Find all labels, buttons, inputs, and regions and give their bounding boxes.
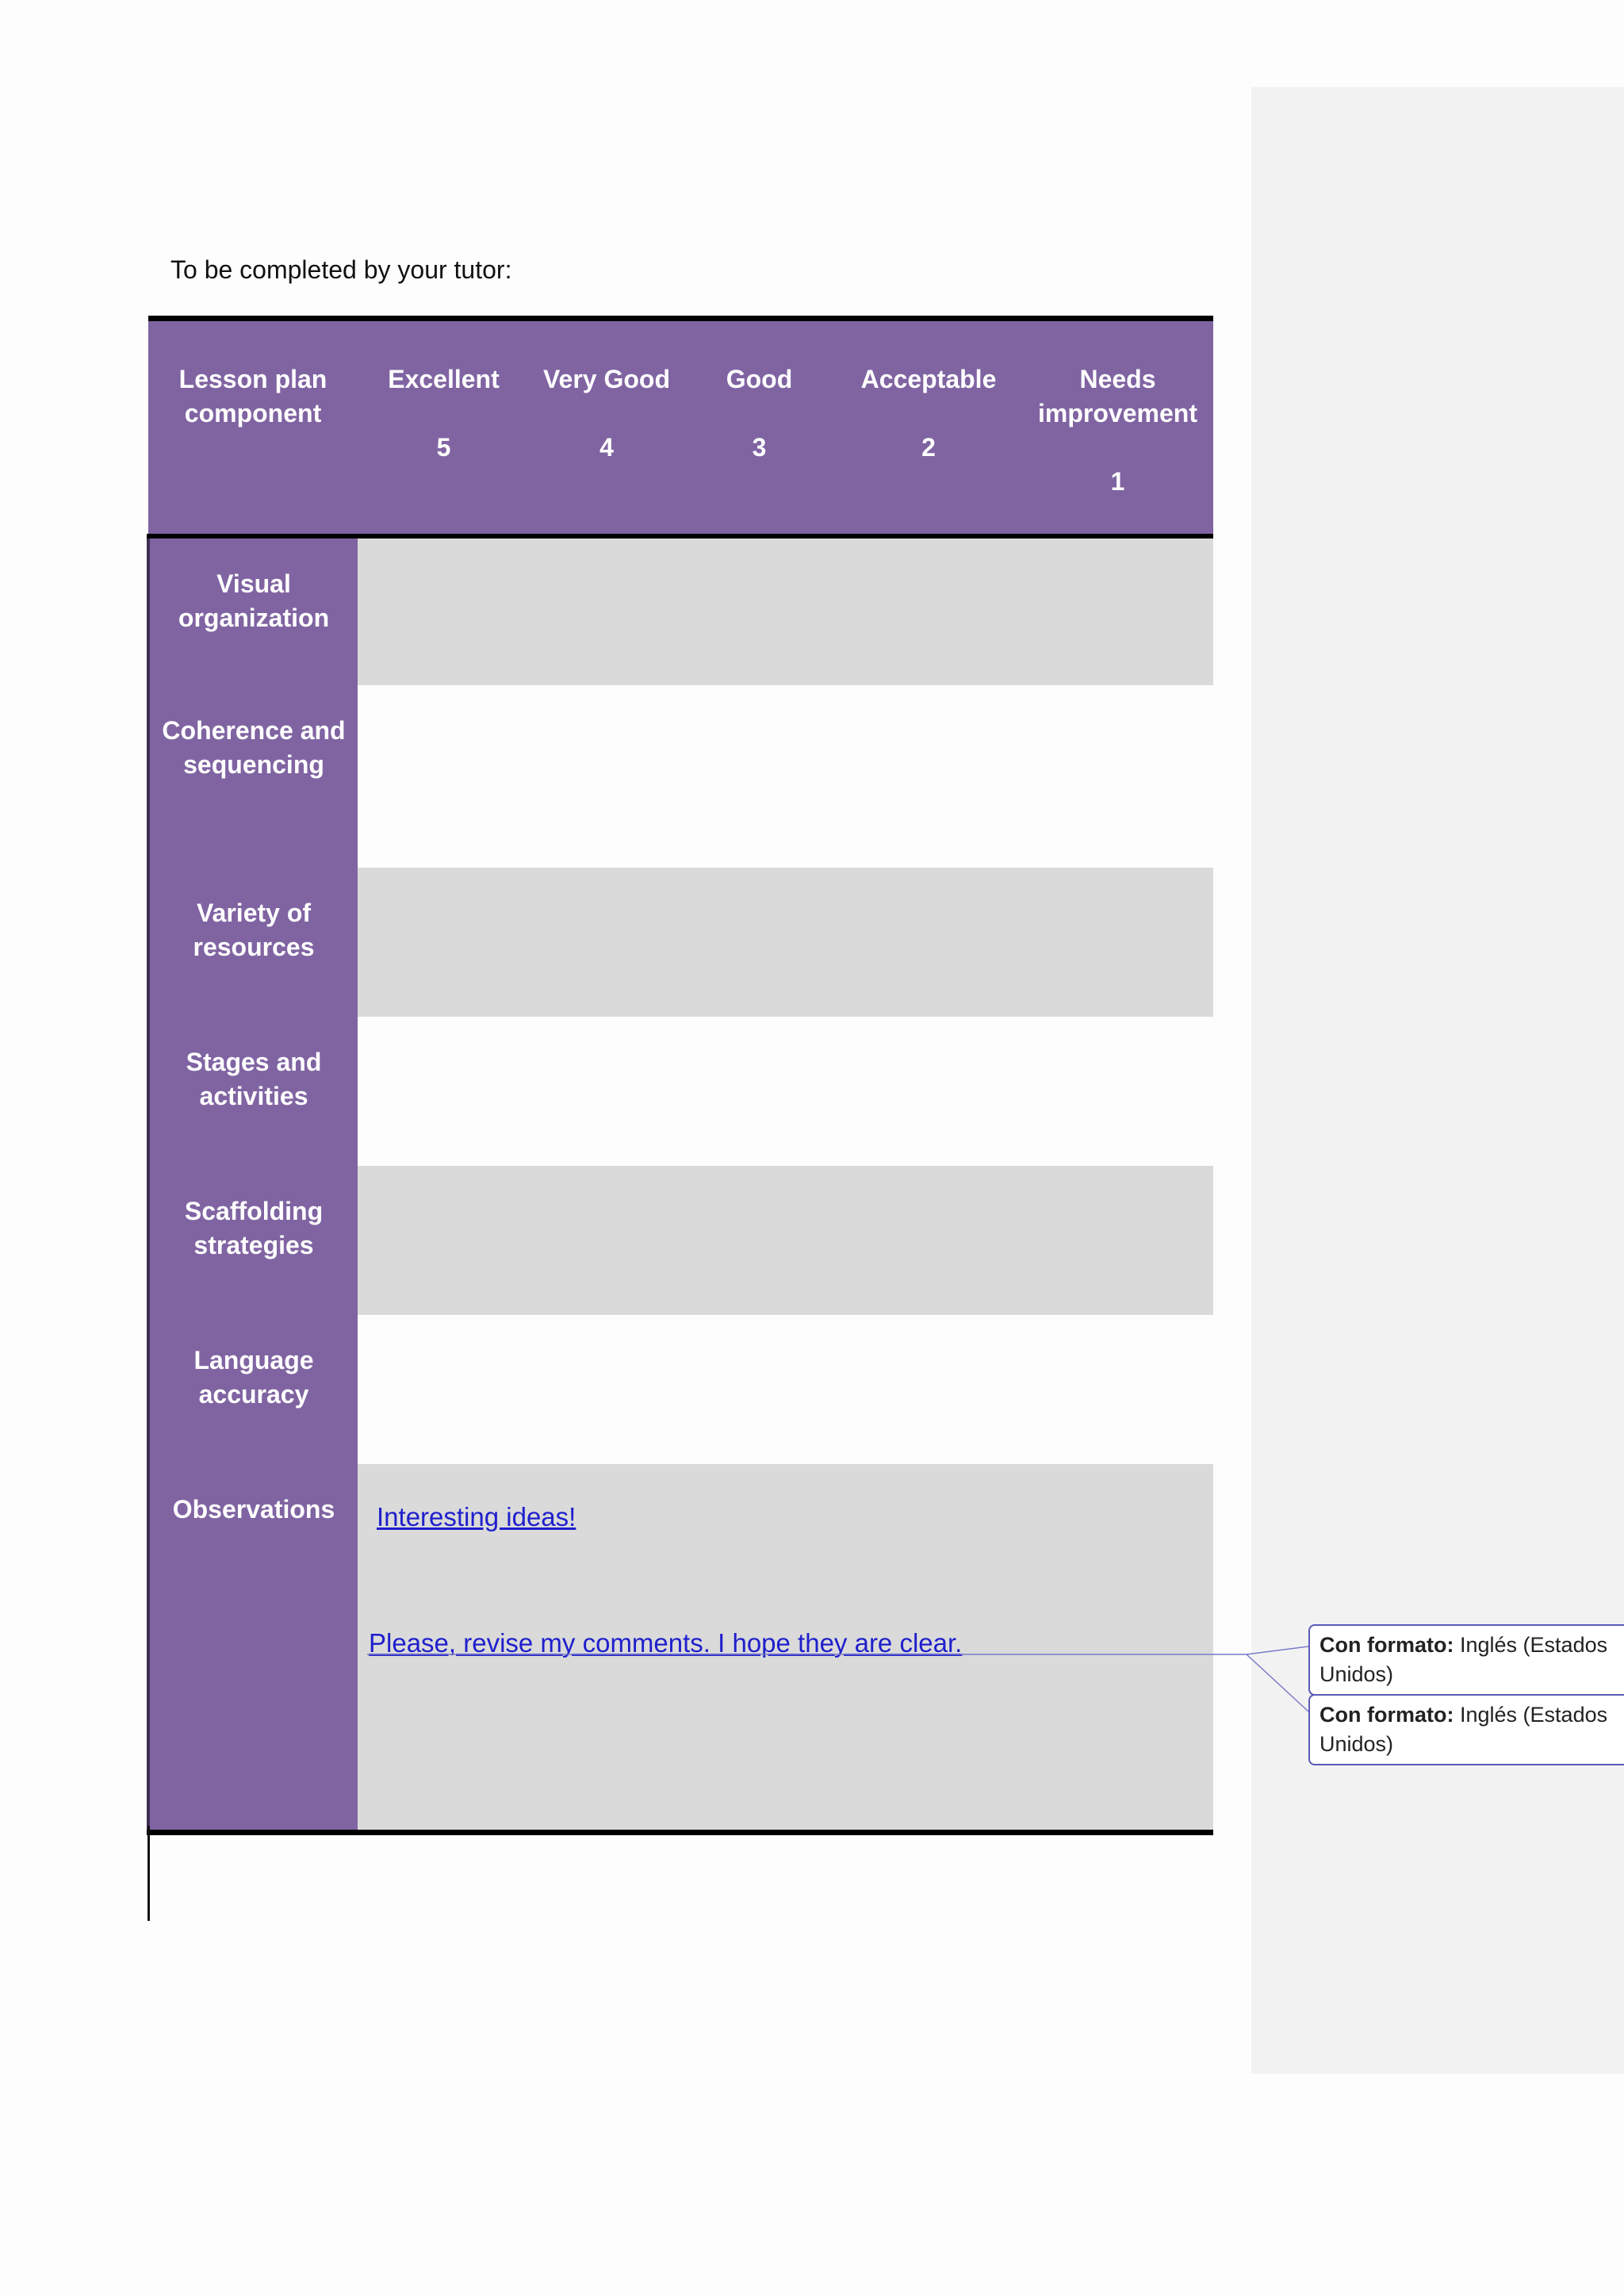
cell-excellent[interactable] (358, 1315, 530, 1464)
table-row (148, 1166, 1213, 1315)
cell-very-good[interactable] (530, 685, 684, 868)
cell-excellent[interactable] (358, 536, 530, 685)
row-label: Scaffolding strategies (148, 1166, 358, 1315)
table-row (148, 868, 1213, 1017)
comment-balloon[interactable] (1308, 1624, 1624, 1696)
cell-very-good[interactable] (530, 868, 684, 1017)
comment-title: Con formato: (1320, 1703, 1454, 1727)
cell-good[interactable] (684, 1017, 835, 1166)
cell-acceptable[interactable] (835, 1017, 1022, 1166)
observations-cell[interactable] (358, 1464, 1213, 1833)
cell-acceptable[interactable] (835, 868, 1022, 1017)
cell-excellent[interactable] (358, 1166, 530, 1315)
header-row (148, 319, 1213, 536)
row-label: Variety of resources (148, 868, 358, 1017)
header-good (684, 319, 835, 536)
cell-good[interactable] (684, 536, 835, 685)
header-score: 1 (1110, 467, 1125, 496)
observations-row (148, 1464, 1213, 1833)
header-score: 2 (921, 433, 936, 462)
header-needs-improvement (1022, 319, 1213, 536)
cell-needs-improvement[interactable] (1022, 868, 1213, 1017)
table-row (148, 1315, 1213, 1464)
cell-excellent[interactable] (358, 1017, 530, 1166)
observations-label: Observations (148, 1464, 358, 1833)
comment-title: Con formato: (1320, 1633, 1454, 1657)
rubric-table (147, 316, 1213, 1835)
table-row (148, 685, 1213, 868)
header-label: Needs improvement (1038, 365, 1197, 427)
comment-text: Inglés (Estados Unidos) (1320, 1633, 1608, 1686)
intro-text: To be completed by your tutor: (170, 255, 512, 284)
observation-text[interactable]: Interesting ideas! (377, 1501, 576, 1531)
header-label: Acceptable (860, 365, 997, 393)
cell-needs-improvement[interactable] (1022, 536, 1213, 685)
cell-acceptable[interactable] (835, 1166, 1022, 1315)
comment-margin-pane (1251, 87, 1624, 2074)
text-cursor-line (147, 1826, 150, 1921)
header-acceptable (835, 319, 1022, 536)
row-label: Stages and activities (148, 1017, 358, 1166)
cell-needs-improvement[interactable] (1022, 1166, 1213, 1315)
cell-acceptable[interactable] (835, 1315, 1022, 1464)
header-label: Excellent (388, 365, 500, 393)
cell-acceptable[interactable] (835, 685, 1022, 868)
header-score: 5 (436, 433, 451, 462)
header-label: Good (726, 365, 793, 393)
row-label: Coherence and sequencing (148, 685, 358, 868)
observation-text[interactable]: Please, revise my comments. I hope they are clear. (369, 1627, 963, 1658)
header-label: Very Good (542, 365, 671, 393)
cell-needs-improvement[interactable] (1022, 685, 1213, 868)
cell-good[interactable] (684, 868, 835, 1017)
table-row (148, 536, 1213, 685)
table-row (148, 1017, 1213, 1166)
row-label: Language accuracy (148, 1315, 358, 1464)
header-label: Lesson plan component (178, 365, 327, 427)
header-very-good (530, 319, 684, 536)
cell-good[interactable] (684, 1166, 835, 1315)
cell-acceptable[interactable] (835, 536, 1022, 685)
cell-excellent[interactable] (358, 685, 530, 868)
comment-text: Inglés (Estados Unidos) (1320, 1703, 1608, 1756)
header-excellent (358, 319, 530, 536)
header-score: 4 (599, 433, 614, 462)
cell-needs-improvement[interactable] (1022, 1017, 1213, 1166)
cell-needs-improvement[interactable] (1022, 1315, 1213, 1464)
comment-balloon[interactable] (1308, 1694, 1624, 1765)
header-score: 3 (752, 433, 767, 462)
row-label: Visual organization (148, 536, 358, 685)
cell-good[interactable] (684, 685, 835, 868)
cell-very-good[interactable] (530, 536, 684, 685)
cell-very-good[interactable] (530, 1166, 684, 1315)
header-component (148, 319, 358, 536)
cell-good[interactable] (684, 1315, 835, 1464)
cell-excellent[interactable] (358, 868, 530, 1017)
cell-very-good[interactable] (530, 1315, 684, 1464)
cell-very-good[interactable] (530, 1017, 684, 1166)
